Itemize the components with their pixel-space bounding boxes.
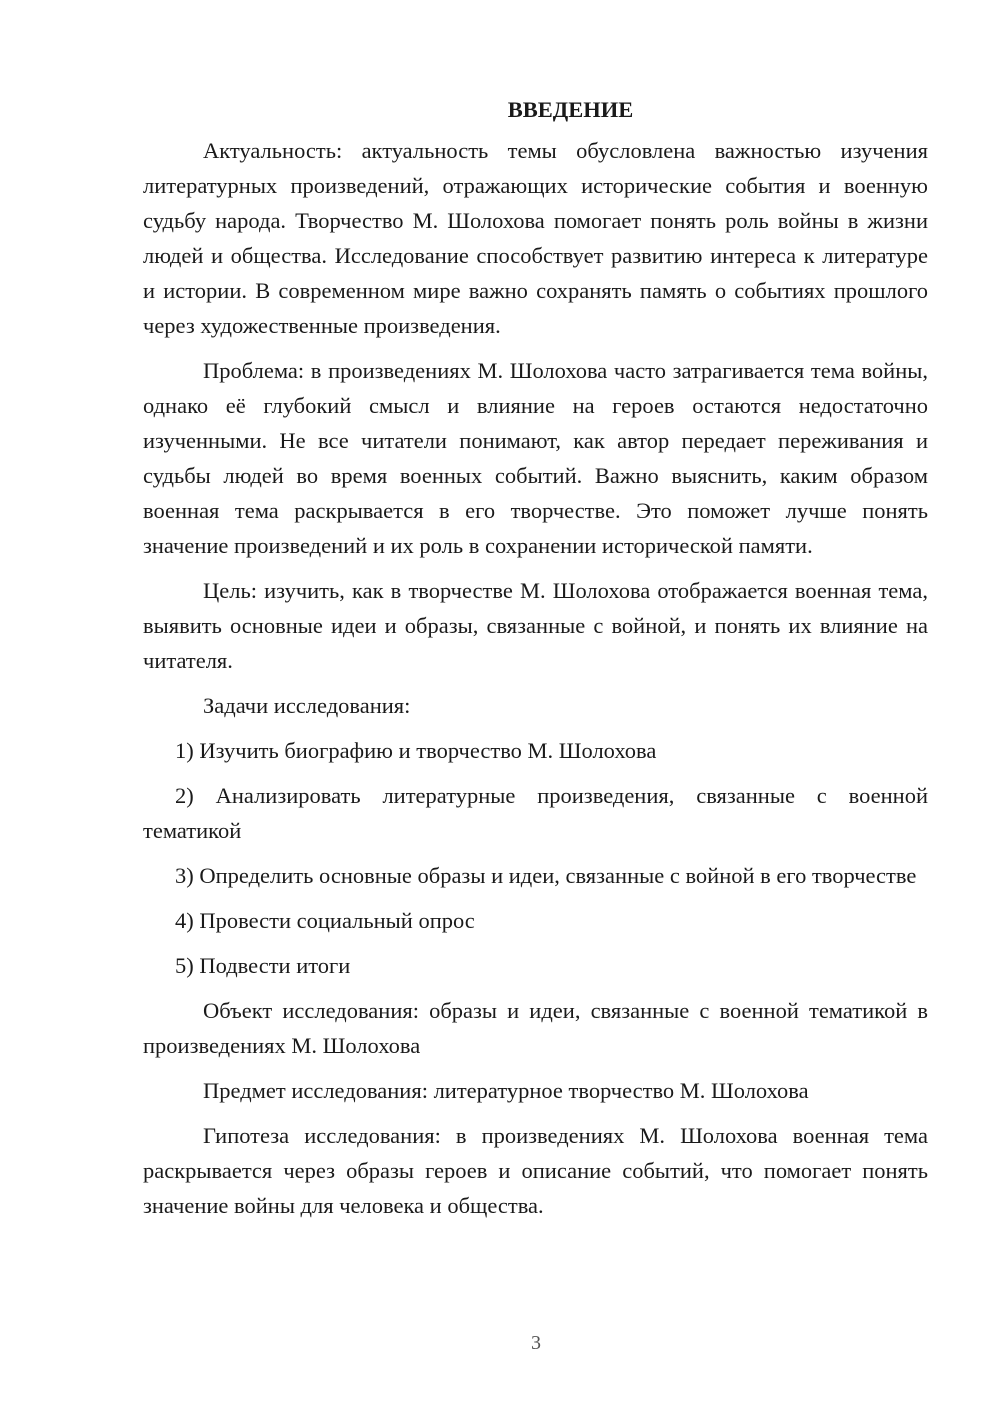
paragraph-problem: Проблема: в произведениях М. Шолохова часто затрагивается тема войны, однако её глубокий смысл и влияние на героев остаются недостаточно изученными. Не все читатели понимают, как автор передает переживания и судьбы людей во время военных событий. Важно выяснить, каким образом военная тема раскрывается в его творчестве. Это поможет лучше понять значение произведений и их роль в сохранении исторической памяти. bbox=[143, 358, 928, 558]
task-item-4: 4) Провести социальный опрос bbox=[175, 908, 475, 933]
task-item-2: 2) Анализировать литературные произведения, связанные с военной тематикой bbox=[143, 783, 928, 843]
paragraph-goal: Цель: изучить, как в творчестве М. Шолохова отображается военная тема, выявить основные идеи и образы, связанные с войной, и понять их влияние на читателя. bbox=[143, 578, 928, 673]
page-title: ВВЕДЕНИЕ bbox=[507, 97, 634, 122]
document-body bbox=[143, 92, 928, 1233]
task-item-5: 5) Подвести итоги bbox=[175, 953, 351, 978]
paragraph-object: Объект исследования: образы и идеи, связанные с военной тематикой в произведениях М. Шолохова bbox=[143, 998, 928, 1058]
tasks-heading: Задачи исследования: bbox=[203, 693, 411, 718]
paragraph-subject: Предмет исследования: литературное творчество М. Шолохова bbox=[203, 1078, 809, 1103]
task-item-1: 1) Изучить биографию и творчество М. Шолохова bbox=[175, 738, 657, 763]
task-item-3: 3) Определить основные образы и идеи, связанные с войной в его творчестве bbox=[175, 863, 917, 888]
page-number: 3 bbox=[531, 1332, 541, 1354]
paragraph-relevance: Актуальность: актуальность темы обусловлена важностью изучения литературных произведений, отражающих исторические события и военную судьбу народа. Творчество М. Шолохова помогает понять роль войны в жизни людей и общества. Исследование способствует развитию интереса к литературе и истории. В современном мире важно сохранять память о событиях прошлого через художественные произведения. bbox=[143, 138, 928, 338]
paragraph-hypothesis: Гипотеза исследования: в произведениях М. Шолохова военная тема раскрывается через образы героев и описание событий, что помогает понять значение войны для человека и общества. bbox=[143, 1123, 928, 1218]
